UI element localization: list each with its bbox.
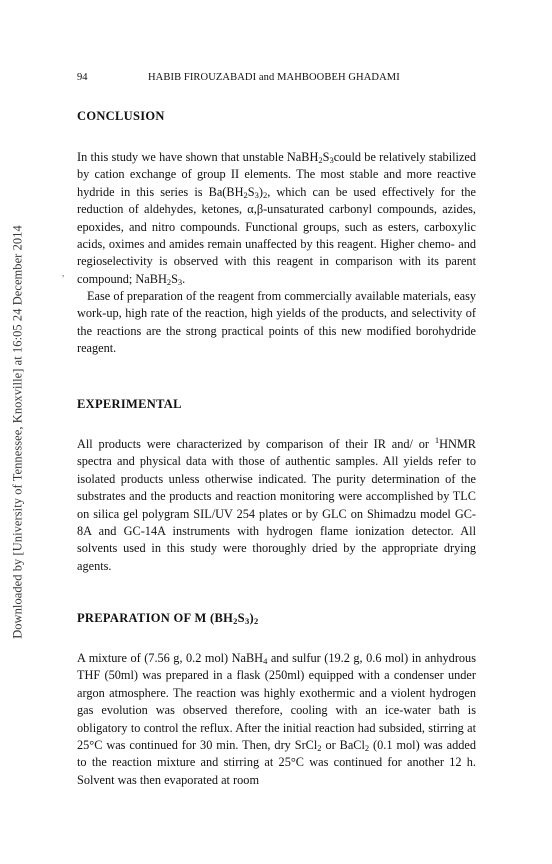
download-watermark [0, 0, 66, 864]
experimental-paragraph: All products were characterized by comparison of their IR and/ or $^1$HNMR spectra and physical data with those of authentic samples. All yields refer to isolated products unless otherwise indicated. The purity determination of the substrates and the products and reaction monitoring were accomplished by TLC on silica gel polygram SIL/UV 254 plates or by GLC on Shimadzu model GC-8A and GC-14A instruments with hydrogen flame ionization detector. All solvents used in this study were thoroughly dried by the appropriate drying agents. [77, 435, 476, 573]
experimental-heading: EXPERIMENTAL [77, 397, 182, 411]
preparation-heading: PREPARATION OF M $(BH_2S_3)_2$ [77, 611, 259, 626]
page-number: 94 [77, 72, 88, 83]
conclusion-paragraph-1: In this study we have shown that unstable $NaBH_2S_3could$ be relatively stabilized by cation exchange of group II elements. The most stable and more reactive hydride in this series is $Ba(BH_2S_3)_2$, which can be used effectively for the reduction of aldehydes, ketones, α,β-unsaturated carbonyl compounds, azides, epoxides, and nitro compounds. Functional groups, such as esters, carboxylic acids, oximes and amides remain unaffected by this reagent. Higher chemo- and regioselectivity is observed with this reagent in comparison with its parent compound; $NaBH_2S_3$. [77, 150, 477, 287]
conclusion-paragraph-2: Ease of preparation of the reagent from commercially available materials, easy work-up, high rate of the reaction, high yields of the products, and selectivity of the reactions are the strong practical points of this new modified borohydride reagent. [77, 289, 476, 356]
stray-mark: , [62, 268, 65, 278]
conclusion-heading: CONCLUSION [77, 109, 165, 123]
running-header: HABIB FIROUZABADI and MAHBOOBEH GHADAMI [148, 72, 400, 83]
preparation-paragraph: A mixture of (7.56 g, 0.2 mol) NaBH$_4$ and sulfur (19.2 g, 0.6 mol) in anhydrous THF (50ml) was prepared in a flask (250ml) equipped with a condenser under argon atmosphere. The reaction was highly exothermic and a violent hydrogen gas evolution was observed therefore, cooling with an ice-water bath is obligatory to control the reflux. After the initial reaction had subsided, stirring at 25°C was continued for 30 min. Then, dry SrCl$_2$ or BaCl$_2$ (0.1 mol) was added to the reaction mixture and stirring at 25°C was continued for another 12 h. Solvent was then evaporated at room [77, 651, 476, 787]
download-notice: Downloaded by [University of Tennessee, Knoxville] at 16:05 24 December 2014 [10, 225, 25, 639]
